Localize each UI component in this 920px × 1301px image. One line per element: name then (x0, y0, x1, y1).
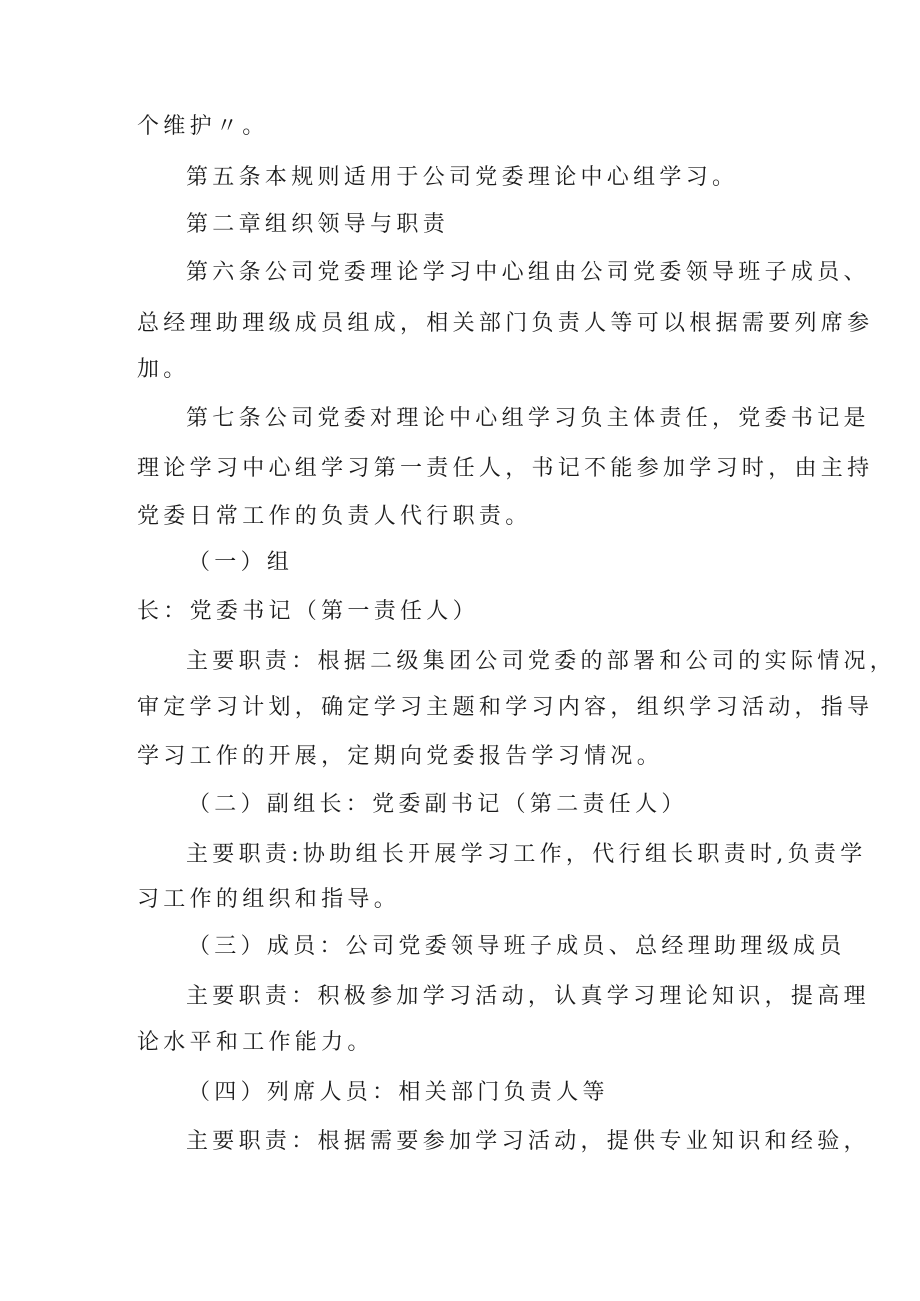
section-3-duties-line-1: 主要职责：积极参加学习活动，认真学习理论知识，提高理 (186, 984, 870, 1009)
section-1-heading-line-1: （一）组 (188, 550, 294, 575)
article-7-line-1: 第七条公司党委对理论中心组学习负主体责任，党委书记是 (186, 406, 870, 431)
section-1-duties-line-3: 学习工作的开展，定期向党委报告学习情况。 (137, 744, 664, 769)
section-4-duties-line-1: 主要职责：根据需要参加学习活动，提供专业知识和经验， (186, 1129, 870, 1154)
section-1-duties-line-1: 主要职责：根据二级集团公司党委的部署和公司的实际情况， (186, 649, 897, 674)
article-6-line-2: 总经理助理级成员组成，相关部门负责人等可以根据需要列席参 (137, 311, 874, 336)
article-6-line-1: 第六条公司党委理论学习中心组由公司党委领导班子成员、 (186, 260, 870, 285)
section-2-duties-line-1: 主要职责:协助组长开展学习工作，代行组长职责时,负责学 (186, 842, 867, 867)
article-6-line-3: 加。 (137, 357, 190, 382)
section-3-heading: （三）成员：公司党委领导班子成员、总经理助理级成员 (188, 934, 846, 959)
text-line-continuation: 个维护〃。 (137, 114, 269, 139)
article-5: 第五条本规则适用于公司党委理论中心组学习。 (186, 165, 739, 190)
section-2-duties-line-2: 习工作的组织和指导。 (137, 887, 401, 912)
section-3-duties-line-2: 论水平和工作能力。 (137, 1030, 374, 1055)
section-1-duties-line-2: 审定学习计划，确定学习主题和学习内容，组织学习活动，指导 (137, 695, 874, 720)
section-4-heading: （四）列席人员：相关部门负责人等 (188, 1080, 609, 1105)
article-7-line-2: 理论学习中心组学习第一责任人，书记不能参加学习时，由主持 (137, 456, 874, 481)
section-1-heading-line-2: 长：党委书记（第一责任人） (137, 599, 479, 624)
section-2-heading: （二）副组长：党委副书记（第二责任人） (188, 792, 688, 817)
chapter-2-heading: 第二章组织领导与职责 (186, 212, 450, 237)
article-7-line-3: 党委日常工作的负责人代行职责。 (137, 504, 532, 529)
